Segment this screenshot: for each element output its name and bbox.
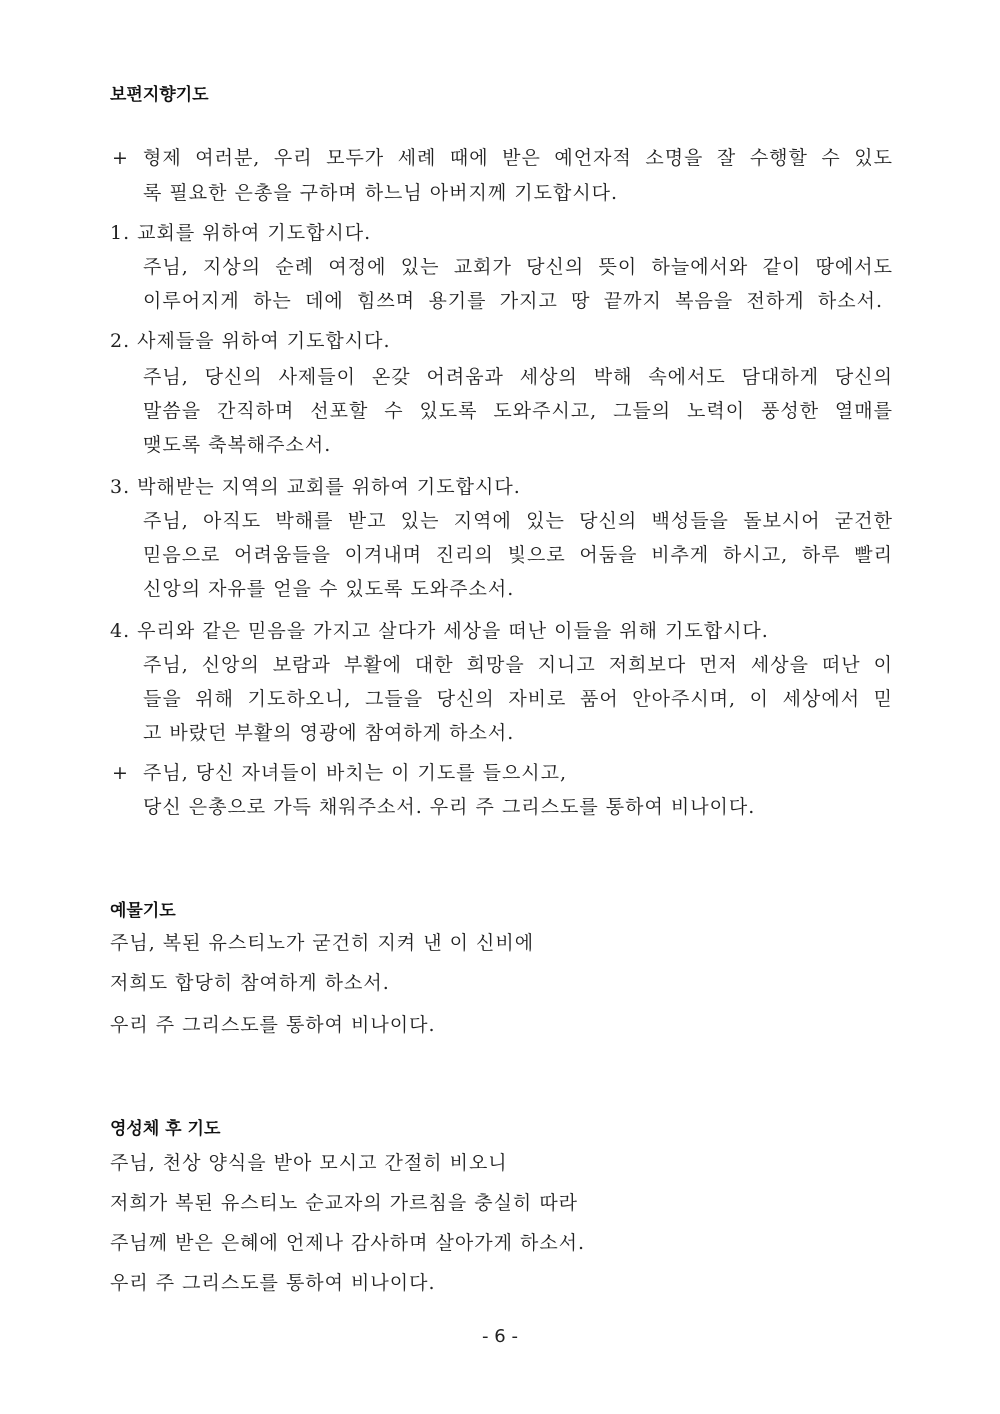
post-communion-line-1: 주님, 천상 양식을 받아 모시고 간절히 비오니	[110, 1152, 508, 1174]
intention-4-line-2: 들을 위해 기도하오니, 그들을 당신의 자비로 품어 안아주시며, 이 세상에서 믿	[143, 688, 893, 710]
intention-1-line-2: 이루어지게 하는 데에 힘쓰며 용기를 가지고 땅 끝까지 복음을 전하게 하소서.	[143, 290, 883, 312]
intention-4-line-1: 주님, 신앙의 보람과 부활에 대한 희망을 지니고 저희보다 먼저 세상을 떠난 이	[143, 654, 893, 676]
offertory-line-1: 주님, 복된 유스티노가 굳건히 지켜 낸 이 신비에	[110, 932, 535, 954]
intention-3-line-2: 믿음으로 어려움들을 이겨내며 진리의 빛으로 어둠을 비추게 하시고, 하루 빨리	[143, 544, 893, 566]
intention-3-line-1: 주님, 아직도 박해를 받고 있는 지역에 있는 당신의 백성들을 돌보시어 굳건한	[143, 510, 893, 532]
post-communion-line-2: 저희가 복된 유스티노 순교자의 가르침을 충실히 따라	[110, 1192, 579, 1214]
intention-1-heading: 1. 교회를 위하여 기도합시다.	[110, 222, 372, 244]
intention-2-line-3: 맺도록 축복해주소서.	[143, 434, 332, 456]
closing-line-2: 당신 은총으로 가득 채워주소서. 우리 주 그리스도를 통하여 비나이다.	[143, 796, 756, 818]
intention-4-heading: 4. 우리와 같은 믿음을 가지고 살다가 세상을 떠난 이들을 위해 기도합시다.	[110, 620, 769, 642]
intro-line-1: 형제 여러분, 우리 모두가 세례 때에 받은 예언자적 소명을 잘 수행할 수 있도	[143, 147, 893, 169]
closing-line-1: 주님, 당신 자녀들이 바치는 이 기도를 들으시고,	[143, 762, 568, 784]
offertory-line-3: 우리 주 그리스도를 통하여 비나이다.	[110, 1014, 436, 1036]
section-title-offertory-prayer: 예물기도	[110, 901, 176, 921]
section-title-universal-prayer: 보편지향기도	[110, 85, 209, 105]
intention-2-line-1: 주님, 당신의 사제들이 온갖 어려움과 세상의 박해 속에서도 담대하게 당신의	[143, 366, 893, 388]
intention-2-heading: 2. 사제들을 위하여 기도합시다.	[110, 330, 391, 352]
intention-1-line-1: 주님, 지상의 순례 여정에 있는 교회가 당신의 뜻이 하늘에서와 같이 땅에서도	[143, 256, 893, 278]
post-communion-line-3: 주님께 받은 은혜에 언제나 감사하며 살아가게 하소서.	[110, 1232, 586, 1254]
closing-marker: +	[112, 762, 129, 784]
section-title-post-communion-prayer: 영성체 후 기도	[110, 1119, 221, 1139]
intention-4-line-3: 고 바랐던 부활의 영광에 참여하게 하소서.	[143, 722, 515, 744]
intention-3-line-3: 신앙의 자유를 얻을 수 있도록 도와주소서.	[143, 578, 515, 600]
offertory-line-2: 저희도 합당히 참여하게 하소서.	[110, 972, 390, 994]
intention-3-heading: 3. 박해받는 지역의 교회를 위하여 기도합시다.	[110, 476, 521, 498]
intro-line-2: 록 필요한 은총을 구하며 하느님 아버지께 기도합시다.	[143, 182, 619, 204]
page-number: - 6 -	[482, 1326, 518, 1347]
intention-2-line-2: 말씀을 간직하며 선포할 수 있도록 도와주시고, 그들의 노력이 풍성한 열매를	[143, 400, 893, 422]
intro-marker: +	[112, 147, 129, 169]
post-communion-line-4: 우리 주 그리스도를 통하여 비나이다.	[110, 1272, 436, 1294]
